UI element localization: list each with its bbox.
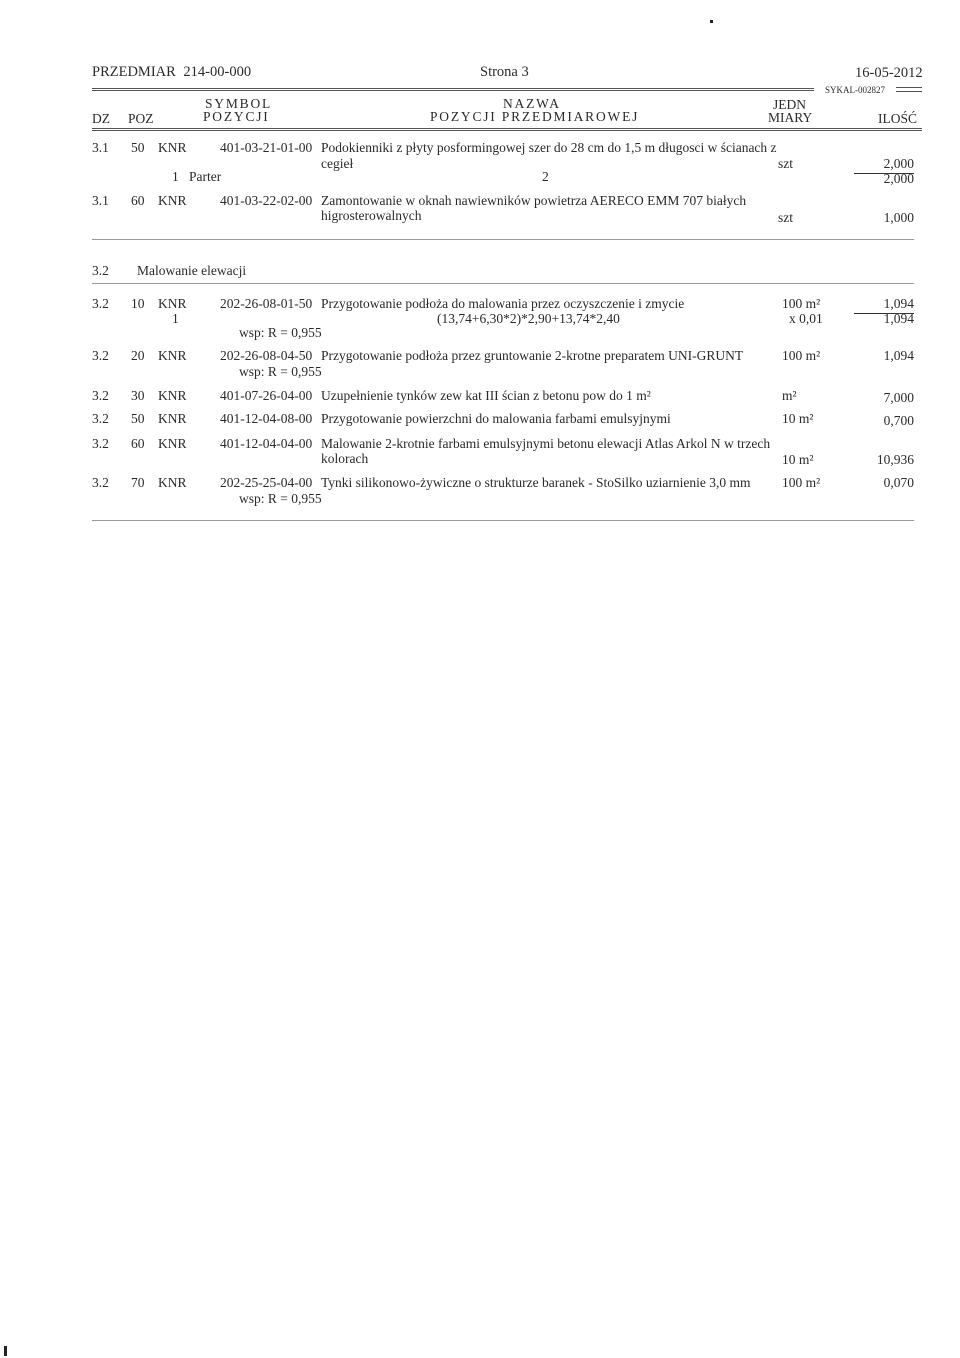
table-end-rule bbox=[92, 520, 914, 521]
table-row-qty: 1,000 bbox=[883, 210, 914, 225]
col-poz: POZ bbox=[128, 111, 154, 126]
table-row-poz: 60 bbox=[131, 436, 145, 451]
table-row-symbol: 401-03-21-01-00 bbox=[220, 140, 313, 155]
table-row-qty: 2,000 bbox=[854, 156, 914, 174]
col-ilosc: ILOŚĆ bbox=[878, 111, 918, 126]
table-row-name: Uzupełnienie tynków zew kat III ścian z betonu pow do 1 m² bbox=[321, 388, 651, 403]
subrow-expr: 2 bbox=[542, 169, 549, 184]
table-row-unit: m² bbox=[782, 388, 797, 403]
table-row-qty: 10,936 bbox=[876, 452, 914, 467]
table-row-unit: 100 m² bbox=[782, 475, 821, 490]
table-row-unit: 100 m² bbox=[782, 296, 821, 311]
table-row-unit: szt bbox=[778, 156, 793, 171]
col-dz: DZ bbox=[92, 111, 110, 126]
table-row-dz: 3.2 bbox=[92, 411, 109, 426]
subrow-no: 1 bbox=[172, 169, 179, 184]
doc-title bbox=[92, 64, 251, 81]
table-row-symbol: 202-26-08-01-50 bbox=[220, 296, 313, 311]
table-row-katalog: KNR bbox=[158, 411, 187, 426]
table-row-symbol: 401-03-22-02-00 bbox=[220, 193, 313, 208]
page-label: Strona 3 bbox=[480, 64, 529, 80]
table-row-unit: 100 m² bbox=[782, 348, 821, 363]
table-row-symbol: 401-07-26-04-00 bbox=[220, 388, 313, 403]
table-row-unit: 10 m² bbox=[782, 411, 814, 426]
wsp-coefficient: wsp: R = 0,955 bbox=[239, 364, 322, 379]
table-row-poz: 50 bbox=[131, 411, 145, 426]
table-row-dz: 3.2 bbox=[92, 436, 109, 451]
table-row-katalog: KNR bbox=[158, 436, 187, 451]
table-row-name: Przygotowanie podłoża przez gruntowanie 2-krotne preparatem UNI-GRUNT bbox=[321, 348, 744, 363]
table-row-unit: 10 m² bbox=[782, 452, 814, 467]
table-row-poz: 60 bbox=[131, 193, 145, 208]
subrow-qty: 1,094 bbox=[883, 311, 914, 326]
table-row-name-2: cegieł bbox=[321, 156, 354, 171]
header-rule-bottom bbox=[92, 128, 922, 129]
subrow-multiplier: x 0,01 bbox=[789, 311, 823, 326]
table-row-name: Malowanie 2-krotnie farbami emulsyjnymi betonu elewacji Atlas Arkol N w trzech bbox=[321, 436, 771, 451]
doc-date: 16-05-2012 bbox=[855, 65, 923, 81]
table-row-name: Przygotowanie powierzchni do malowania farbami emulsyjnymi bbox=[321, 411, 671, 426]
wsp-coefficient: wsp: R = 0,955 bbox=[239, 325, 322, 340]
table-row-name: Zamontowanie w oknah nawiewników powietrza AERECO EMM 707 białych bbox=[321, 193, 747, 208]
subrow-label: Parter bbox=[189, 169, 222, 184]
table-row-poz: 70 bbox=[131, 475, 145, 490]
header-rule-top bbox=[92, 88, 814, 89]
header-rule-top-2 bbox=[92, 90, 814, 91]
table-row-symbol: 202-26-08-04-50 bbox=[220, 348, 313, 363]
table-row-dz: 3.2 bbox=[92, 348, 109, 363]
table-row-symbol: 202-25-25-04-00 bbox=[220, 475, 313, 490]
doc-title-label: PRZEDMIAR bbox=[92, 64, 176, 80]
scan-mark bbox=[4, 1346, 7, 1356]
table-row-dz: 3.2 bbox=[92, 475, 109, 490]
header-rule-right bbox=[896, 87, 922, 92]
table-row-poz: 30 bbox=[131, 388, 145, 403]
table-row-qty: 0,070 bbox=[883, 475, 914, 490]
table-row-katalog: KNR bbox=[158, 388, 187, 403]
col-jedn-2: MIARY bbox=[768, 110, 813, 125]
table-row-symbol: 401-12-04-04-00 bbox=[220, 436, 313, 451]
table-row-poz: 10 bbox=[131, 296, 145, 311]
table-row-name: Tynki silikonowo-żywiczne o strukturze baranek - StoSilko uziarnienie 3,0 mm bbox=[321, 475, 751, 490]
section-dz: 3.2 bbox=[92, 263, 109, 278]
section-title: Malowanie elewacji bbox=[137, 263, 247, 278]
col-symbol-1: SYMBOL bbox=[205, 96, 273, 111]
table-row-unit: szt bbox=[778, 210, 793, 225]
table-row-katalog: KNR bbox=[158, 296, 187, 311]
col-nazwa-1: NAZWA bbox=[503, 96, 561, 111]
table-row-dz: 3.1 bbox=[92, 140, 109, 155]
section-rule bbox=[92, 239, 914, 240]
table-row-name: Podokienniki z płyty posformingowej szer do 28 cm do 1,5 m długosci w ścianach z bbox=[321, 140, 777, 155]
col-nazwa-2: POZYCJI PRZEDMIAROWEJ bbox=[430, 109, 640, 124]
table-row-name: Przygotowanie podłoża do malowania przez oczyszczenie i zmycie bbox=[321, 296, 685, 311]
table-row-katalog: KNR bbox=[158, 193, 187, 208]
table-row-qty: 0,700 bbox=[883, 413, 914, 428]
subrow-no: 1 bbox=[172, 311, 179, 326]
table-row-katalog: KNR bbox=[158, 348, 187, 363]
col-jedn-1: JEDN bbox=[773, 97, 806, 112]
table-row-dz: 3.2 bbox=[92, 388, 109, 403]
table-row-qty: 1,094 bbox=[854, 296, 914, 314]
table-row-qty: 7,000 bbox=[883, 390, 914, 405]
table-row-name-2: kolorach bbox=[321, 451, 369, 466]
table-row-katalog: KNR bbox=[158, 140, 187, 155]
table-row-dz: 3.1 bbox=[92, 193, 109, 208]
table-row-qty: 1,094 bbox=[883, 348, 914, 363]
header-rule-bottom-2 bbox=[92, 130, 922, 131]
table-row-poz: 50 bbox=[131, 140, 145, 155]
subrow-expr: (13,74+6,30*2)*2,90+13,74*2,40 bbox=[437, 311, 620, 326]
table-row-symbol: 401-12-04-08-00 bbox=[220, 411, 313, 426]
section-title-rule bbox=[92, 283, 914, 284]
table-row-dz: 3.2 bbox=[92, 296, 109, 311]
scan-mark bbox=[710, 20, 713, 23]
wsp-coefficient: wsp: R = 0,955 bbox=[239, 491, 322, 506]
col-symbol-2: POZYCJI bbox=[203, 109, 270, 124]
table-row-katalog: KNR bbox=[158, 475, 187, 490]
program-code: SYKAL-002827 bbox=[825, 85, 885, 95]
table-row-poz: 20 bbox=[131, 348, 145, 363]
doc-number: 214-00-000 bbox=[183, 64, 252, 80]
subrow-qty: 2,000 bbox=[883, 171, 914, 186]
table-row-name-2: higrosterowalnych bbox=[321, 208, 422, 223]
